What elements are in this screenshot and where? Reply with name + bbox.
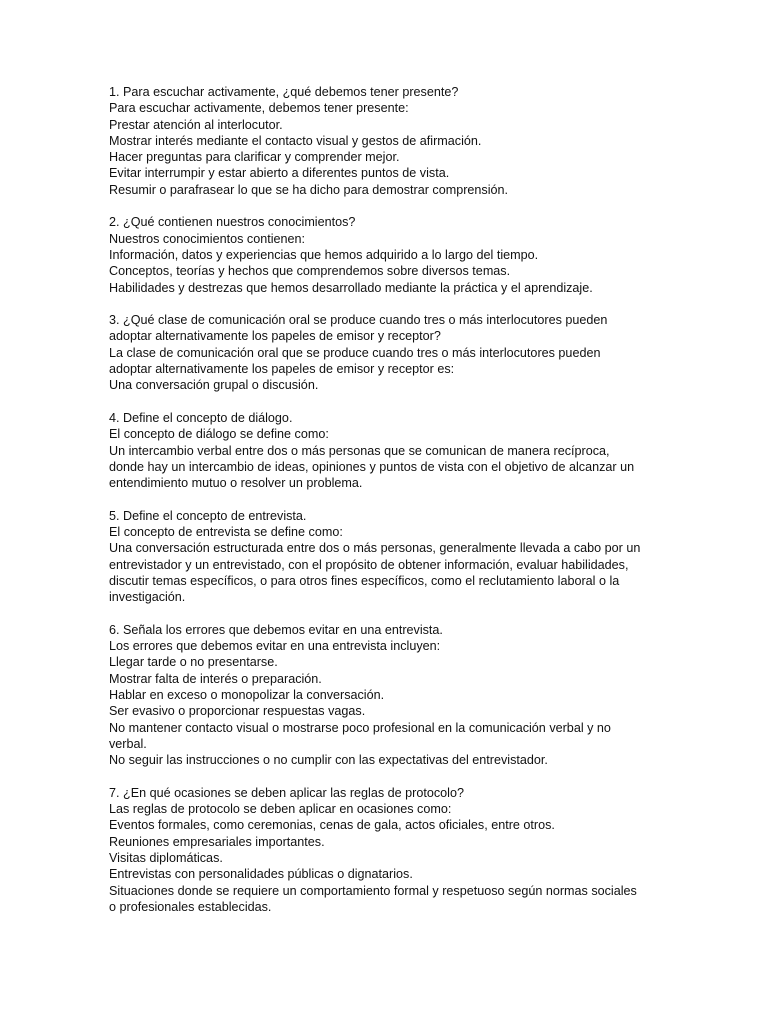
answer-line: La clase de comunicación oral que se produce cuando tres o más interlocutores pueden	[109, 345, 601, 360]
qa-section-1	[109, 84, 669, 198]
answer-line: adoptar alternativamente los papeles de emisor y receptor?	[109, 329, 441, 344]
answer-line: Eventos formales, como ceremonias, cenas de gala, actos oficiales, entre otros.	[109, 818, 555, 833]
answer-line: entendimiento mutuo o resolver un problema.	[109, 476, 363, 491]
qa-section-5	[109, 508, 669, 606]
answer-line: Una conversación grupal o discusión.	[109, 378, 319, 393]
answer-line: Las reglas de protocolo se deben aplicar en ocasiones como:	[109, 802, 452, 817]
answer-line: Nuestros conocimientos contienen:	[109, 231, 306, 246]
question-text: 1. Para escuchar activamente, ¿qué debemos tener presente?	[109, 85, 459, 99]
question-text: 7. ¿En qué ocasiones se deben aplicar las reglas de protocolo?	[109, 785, 464, 800]
answer-line: Llegar tarde o no presentarse.	[109, 655, 278, 670]
qa-section-4	[109, 410, 669, 491]
answer-line: Mostrar interés mediante el contacto visual y gestos de afirmación.	[109, 133, 482, 148]
qa-section-3	[109, 312, 669, 393]
qa-section-7	[109, 785, 669, 915]
answer-line: Conceptos, teorías y hechos que comprendemos sobre diversos temas.	[109, 264, 511, 279]
answer-line: o profesionales establecidas.	[109, 899, 272, 914]
question-text: 4. Define el concepto de diálogo.	[109, 410, 293, 425]
question-text: 2. ¿Qué contienen nuestros conocimientos?	[109, 215, 356, 230]
qa-section-6	[109, 622, 669, 769]
answer-line: No mantener contacto visual o mostrarse poco profesional en la comunicación verbal y no	[109, 720, 611, 735]
answer-line: donde hay un intercambio de ideas, opiniones y puntos de vista con el objetivo de alcanzar un	[109, 459, 635, 474]
answer-line: Entrevistas con personalidades públicas o dignatarios.	[109, 867, 413, 882]
answer-line: Visitas diplomáticas.	[109, 850, 223, 865]
answer-line: Una conversación estructurada entre dos o más personas, generalmente llevada a cabo por un	[109, 541, 641, 556]
question-text: 5. Define el concepto de entrevista.	[109, 508, 307, 523]
answer-line: Reuniones empresariales importantes.	[109, 834, 325, 849]
answer-line: entrevistador y un entrevistado, con el propósito de obtener información, evaluar habilidades,	[109, 557, 629, 572]
answer-line: Resumir o parafrasear lo que se ha dicho para demostrar comprensión.	[109, 182, 509, 197]
answer-line: El concepto de diálogo se define como:	[109, 427, 329, 442]
answer-line: investigación.	[109, 590, 186, 605]
answer-line: Ser evasivo o proporcionar respuestas vagas.	[109, 704, 366, 719]
answer-line: Situaciones donde se requiere un comportamiento formal y respetuoso según normas sociales	[109, 883, 637, 898]
document-page	[109, 84, 669, 931]
answer-line: verbal.	[109, 736, 147, 751]
answer-line: No seguir las instrucciones o no cumplir con las expectativas del entrevistador.	[109, 753, 548, 768]
answer-line: El concepto de entrevista se define como:	[109, 525, 343, 540]
answer-line: Mostrar falta de interés o preparación.	[109, 671, 322, 686]
answer-line: Para escuchar activamente, debemos tener presente:	[109, 101, 409, 116]
question-text: 3. ¿Qué clase de comunicación oral se produce cuando tres o más interlocutores pueden	[109, 313, 608, 328]
answer-line: Habilidades y destrezas que hemos desarrollado mediante la práctica y el aprendizaje.	[109, 280, 593, 295]
answer-line: Los errores que debemos evitar en una entrevista incluyen:	[109, 639, 441, 654]
answer-line: Hacer preguntas para clarificar y comprender mejor.	[109, 150, 400, 165]
answer-line: adoptar alternativamente los papeles de emisor y receptor es:	[109, 362, 455, 377]
answer-line: Información, datos y experiencias que hemos adquirido a lo largo del tiempo.	[109, 247, 539, 262]
answer-line: Evitar interrumpir y estar abierto a diferentes puntos de vista.	[109, 166, 450, 181]
answer-line: Un intercambio verbal entre dos o más personas que se comunican de manera recíproca,	[109, 443, 610, 458]
answer-line: discutir temas específicos, o para otros fines específicos, como el reclutamiento laboral o la	[109, 573, 620, 588]
answer-line: Prestar atención al interlocutor.	[109, 117, 283, 132]
qa-section-2	[109, 214, 669, 295]
question-text: 6. Señala los errores que debemos evitar en una entrevista.	[109, 622, 443, 637]
answer-line: Hablar en exceso o monopolizar la conversación.	[109, 687, 385, 702]
